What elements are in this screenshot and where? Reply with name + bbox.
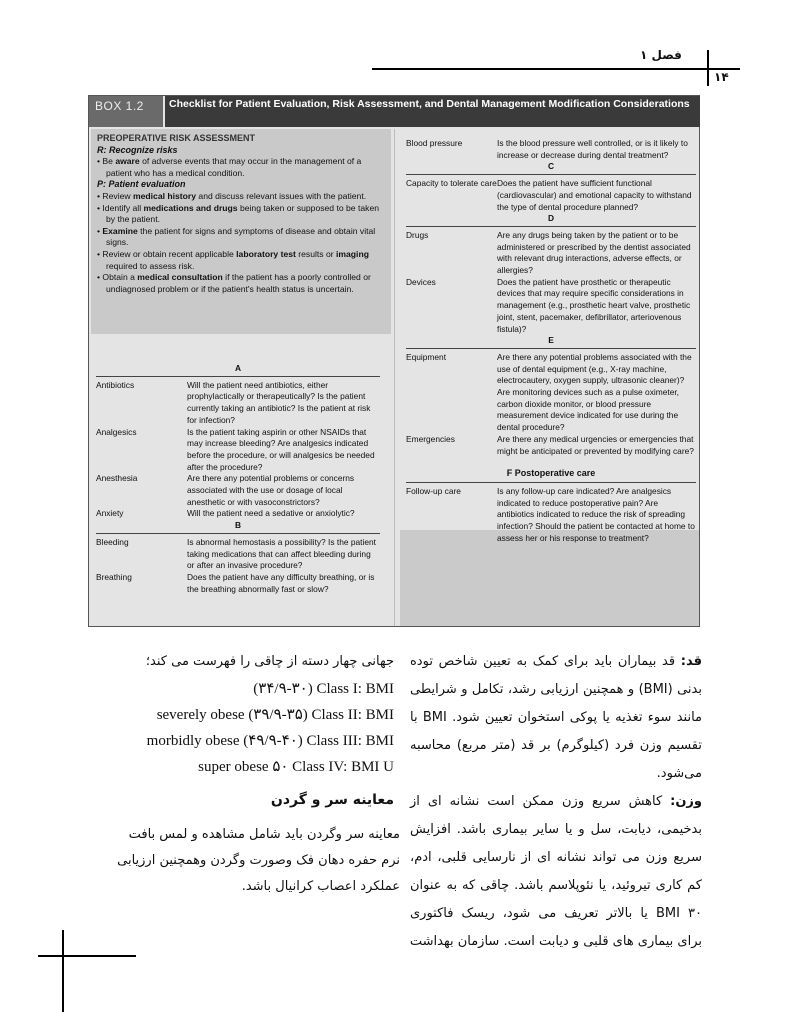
row-description: Are any drugs being taken by the patient or to be administered or prescribed by the dentist associated with relevant drug interactions, adverse effects, or allergies? [497,229,691,276]
row-description: Are there any potential problems or concerns associated with the use or dosage of local anesthetic or with vasoconstrictors? [187,473,355,507]
row-label: Emergencies [406,433,455,444]
crop-mark-horizontal [38,955,136,957]
bullet-text: if the patient has a poorly controlled or undiagnosed problem or if the patient's health status is uncertain. [106,272,371,294]
spacer [406,457,696,465]
text-line: BMI ۳۰ یا بالاتر تعریف می شود، ریسک فاکتوری [410,906,702,921]
section-e-title: E [406,335,696,349]
page-number: ۱۴ [714,70,729,84]
bullet-text: the patient for signs and symptoms of disease and obtain vital signs. [106,225,376,248]
box-label: BOX 1.2 [89,96,163,127]
left-intro: جهانی چهار دسته از چاقی را فهرست می کند؛ [145,654,394,669]
bullet-text: and discuss relevant issues with the patient. [196,190,367,201]
bullet-item: • Be aware of adverse events that may occur in the management of a patient who has a medical condition. [97,156,362,178]
row-label: Blood pressure [406,138,463,148]
row-description: Does the patient have any difficulty breathing, or is the breathing abnormally fast or slow? [187,571,375,594]
bmi-class-item: severely obese (۳۹/۹-۳۵) Class II: BMI [156,707,394,723]
table-row [406,434,696,457]
header-divider [707,50,709,86]
bullet-bold: medications and drugs [143,202,238,213]
section-heading: معاینه سر و گردن [270,792,394,808]
row-label: Devices [406,276,436,287]
row-label: Breathing [96,571,132,582]
bullet-text: Identify all [102,202,144,213]
checklist-box [88,95,700,627]
row-label: Equipment [406,351,447,362]
bullet-bold: aware [115,156,140,167]
row-description: Is any follow-up care indicated? Are analgesics indicated to reduce postoperative pain? Are antibiotics indicated to reduce the risk of spreading infection? Should the patient be contacted at home to assess her or his response to treatment? [497,485,695,543]
text-line: وزن: کاهش سریع وزن ممکن است نشانه ای از [410,794,702,809]
bmi-class-list [118,676,394,780]
text-line: سریع وزن می تواند نشانه ای از نارسایی قلبی، ادم، [410,850,702,865]
bullet-bold: medical history [132,190,197,201]
table-row [96,473,380,508]
text-line: مانند سوء تغذیه یا پوکی استخوان تعیین شود. BMI با [410,710,702,725]
section-d-title: D [406,213,696,227]
table-row [406,352,696,434]
row-description: Is the blood pressure well controlled, or is it likely to increase or decrease during dental treatment? [497,138,688,160]
bullet-text: of adverse events that may occur in the management of a patient who has a medical condition. [106,156,362,178]
bullet-text: required to assess risk. [106,260,195,271]
preoperative-risk-panel [91,129,391,334]
bullet-item: • Identify all medications and drugs being taken or supposed to be taken by the patient. [97,202,380,225]
bmi-class-item: super obese ۵۰ Class IV: BMI U [198,759,394,775]
section-f-title: F Postoperative care [406,465,696,483]
table-row [406,138,696,161]
table-row [406,230,696,277]
header-rule [372,68,740,70]
bullet-text: Obtain a [102,272,138,283]
bullet-bold: imaging [336,248,369,259]
bullet-item: • Review medical history and discuss relevant issues with the patient. [97,190,367,201]
row-label: Analgesics [96,426,137,437]
bullet-item: • Review or obtain recent applicable laboratory test results or imaging required to assess risk. [97,248,369,271]
row-description: Are there any medical urgencies or emergencies that might be anticipated or prevented by modifying care? [497,433,694,456]
preop-heading: PREOPERATIVE RISK ASSESSMENT [97,133,256,143]
section-a-title: A [96,363,380,377]
table-row [406,486,696,545]
bullet-bold: medical consultation [137,272,223,283]
row-label: Bleeding [96,536,129,547]
table-row [96,537,380,572]
column-divider [394,129,395,626]
bullet-text: Review or obtain recent applicable [102,248,237,259]
bmi-class-item: (۳۴/۹-۳۰) Class I: BMI [253,681,394,697]
text-line: بدنی (BMI) و همچنین ارزیابی رشد، تکامل و شرایطی [410,682,702,697]
section-b-title: B [96,520,380,534]
right-sections [406,138,696,545]
bullet-text: Review [102,190,133,201]
bullet-item: • Obtain a medical consultation if the patient has a poorly controlled or undiagnosed problem or if the patient's health status is uncertain. [97,272,371,294]
bmi-class-item: morbidly obese (۴۹/۹-۴۰) Class III: BMI [146,733,394,749]
text-line: نرم حفره دهان فک وصورت وگردن وهمچنین ارزیابی [117,853,400,868]
text-line: می‌شود. [656,766,702,781]
row-description: Are there any potential problems associated with the use of dental equipment (e.g., X-ray machine, electrocautery, oxygen supply, ultrasonic cleaner)? Are monitoring devices such as a pulse oximeter, carbon dioxide monitor, or blood pressure measurement device indicated for use during the dental procedure? [497,351,692,433]
r-bullets [97,156,385,179]
row-label: Anesthesia [96,473,138,484]
chapter-label: فصل ۱ [640,48,682,62]
text-line: معاینه سر وگردن باید شامل مشاهده و لمس بافت [128,827,400,842]
table-row [96,572,380,595]
bullet-bold: Examine [102,225,138,236]
bullet-text: results or [295,248,336,259]
left-sections [96,363,380,595]
bullet-item: • Examine the patient for signs and symptoms of disease and obtain vital signs. [97,225,376,248]
table-row [406,277,696,336]
table-row [96,380,380,427]
crop-mark-vertical [62,930,64,1012]
section-c-title: C [406,161,696,175]
row-label: Antibiotics [96,379,135,390]
text-line: تقسیم وزن فرد (کیلوگرم) بر قد (متر مربع) محاسبه [410,738,702,753]
text-line: عملکرد اعصاب کرانیال باشد. [241,879,400,894]
r-heading: R: Recognize risks [97,144,178,155]
text-line: برای بیماری های قلبی و دیابت است. سازمان بهداشت [409,934,702,949]
row-label: Follow-up care [406,485,461,496]
head-neck-paragraph [100,822,400,900]
right-column-text [410,648,702,956]
row-description: Does the patient have prosthetic or therapeutic devices that may require specific considerations in management (e.g., prosthetic heart valve, prosthetic joint, stent, pacemaker, defibrillator, arteriovenous fistula)? [497,276,691,334]
row-description: Will the patient need a sedative or anxiolytic? [187,508,355,519]
table-row [406,178,696,213]
row-label: Drugs [406,229,429,240]
row-description: Is abnormal hemostasis a possibility? Is the patient taking medications that can affect bleeding during or after an invasive procedure? [187,536,376,571]
row-description: Is the patient taking aspirin or other NSAIDs that may increase bleeding? Are analgesics indicated before the procedure, or will analgesics be needed after the procedure? [187,426,375,472]
left-column-text [118,648,394,780]
box-title: Checklist for Patient Evaluation, Risk Assessment, and Dental Management Modification Considerations [165,96,700,127]
bullet-text: being taken or supposed to be taken by the patient. [106,202,380,225]
table-row [96,508,380,520]
row-description: Does the patient have sufficient functional (cardiovascular) and emotional capacity to withstand the type of dental procedure planned? [497,178,692,212]
bullet-bold: laboratory test [236,248,296,259]
bullet-text: Be [102,156,116,167]
row-label: Anxiety [96,508,124,519]
text-line: کم کاری تیروئید، یا نئوپلاسم باشد. چاقی که به عنوان [410,878,702,893]
text-line: بدخیمی، دیابت، سل و یا سایر بیماری باشد. افزایش [410,822,702,837]
p-bullets [97,191,385,295]
row-description: Will the patient need antibiotics, either prophylactically or therapeutically? Is the patient currently taking an antibiotic? Is the patient at risk for infection? [187,379,371,425]
row-label: Capacity to tolerate care [406,178,497,189]
p-heading: P: Patient evaluation [97,179,186,190]
text-line: قد: قد بیماران باید برای کمک به تعیین شاخص توده [410,654,702,669]
table-row [96,427,380,474]
